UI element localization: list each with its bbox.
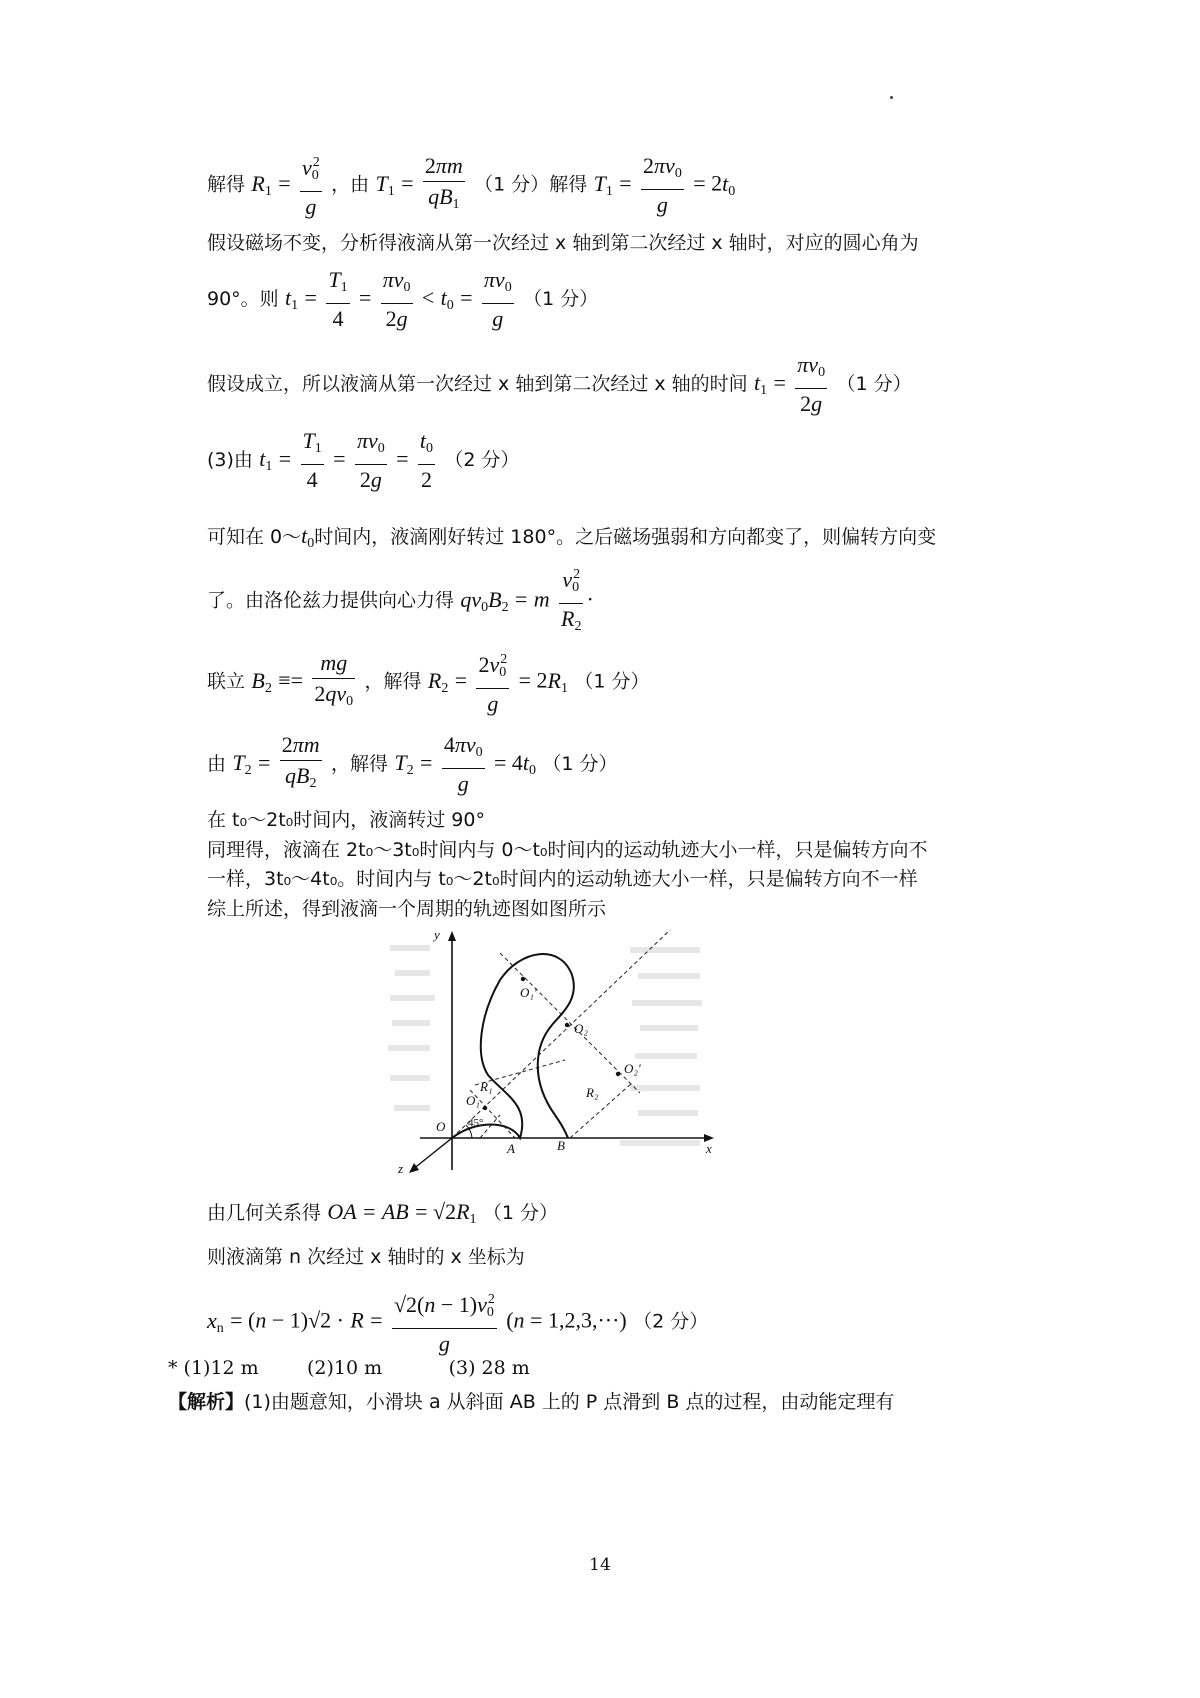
text: （1 分） [542, 753, 618, 775]
text: (1)由题意知，小滑块 a 从斜面 AB 上的 P 点滑到 B 点的过程，由动能定理有 [244, 1391, 895, 1413]
line-13: 综上所述，得到液滴一个周期的轨迹图如图所示 [207, 898, 607, 920]
line-15: 则液滴第 n 次经过 x 轴时的 x 坐标为 [207, 1246, 525, 1268]
label-o: O [436, 1119, 446, 1134]
text: （1 分） [523, 288, 599, 310]
text: ，解得 [364, 670, 422, 693]
text: 了。由洛伦兹力提供向心力得 [207, 589, 455, 612]
text: 时间内，液滴刚好转过 180°。之后磁场强弱和方向都变了，则偏转方向变 [314, 526, 937, 548]
text: （2 分） [444, 449, 520, 471]
line-2: 假设磁场不变，分析得液滴从第一次经过 x 轴到第二次经过 x 轴时，对应的圆心角为 [207, 232, 919, 254]
label-o2p: O₂' [624, 1061, 641, 1076]
text: 由 [207, 753, 227, 775]
line-8: 联立 $B_2$ ≡= $\frac{mg}{2qv_0}$ ，解得 $R_2$ = $\frac{2v_0^2}{g}$ = $2R_1$ （1 分） [207, 645, 649, 719]
z-arrow-icon [409, 1163, 419, 1173]
text: 联立 [207, 670, 246, 693]
text: 由几何关系得 [207, 1202, 322, 1224]
text: 假设成立，所以液滴从第一次经过 x 轴到第二次经过 x 轴的时间 [207, 373, 748, 395]
text: (3)由 [207, 449, 253, 471]
text: （1 分） [574, 670, 650, 693]
text: （1 分） [482, 1202, 559, 1224]
label-o1p: O₁' [520, 985, 537, 1000]
line-1: 解得 $R_1$ = $\frac{v_0^2}{g}$ ，由 $T_1$ = $\frac{2\pi m}{qB_1}$ （1 分）解得 $T_1$ = $\frac{2\pi v_0}{g}$ = $2t_0$ [207, 148, 735, 222]
y-arrow-icon [448, 931, 456, 941]
text: 解得 [207, 173, 246, 196]
line-16: $x_n = (n - 1)√2 \cdot R$ = $\frac{√2(n - 1)v_0^2}{g}$ (n = 1,2,3,···) （2 分） [207, 1285, 708, 1359]
z-axis [412, 1138, 452, 1170]
trajectory-curve [452, 954, 574, 1138]
label-r2: R₂ [586, 1085, 599, 1100]
label-o1: O₁ [466, 1093, 480, 1108]
label-y: y [434, 927, 440, 942]
label-a: A [507, 1141, 515, 1156]
line-7: 了。由洛伦兹力提供向心力得 $qv_0B_2 = m$ $\frac{v_0^2}{R_2}$ · [207, 560, 594, 642]
label-z: z [398, 1161, 404, 1176]
line-5: (3)由 $t_1$ = $\frac{T_1}{4}$ = $\frac{\pi v_0}{2g}$ = $\frac{t_0}{2}$ （2 分） [207, 428, 520, 492]
scan-dot [890, 96, 893, 99]
text: ，解得 [331, 753, 389, 775]
text: 可知在 0～ [207, 526, 302, 548]
point-o2p [616, 1072, 620, 1076]
section-label: 【解析】 [168, 1391, 245, 1413]
line-17: * (1)12 m (2)10 m (3) 28 m [168, 1357, 530, 1379]
line-3: 90°。则 $t_1$ = $\frac{T_1}{4}$ = $\frac{\pi v_0}{2g}$ < $t_0$ = $\frac{\pi v_0}{g}$ （1 分） [207, 267, 599, 331]
label-r1: R₁ [480, 1079, 493, 1094]
label-b: B [557, 1138, 565, 1153]
line-12: 一样，3t₀～4t₀。时间内与 t₀～2t₀时间内的运动轨迹大小一样，只是偏转方向不一样 [207, 868, 918, 890]
trajectory-figure [380, 925, 730, 1180]
line-4: 假设成立，所以液滴从第一次经过 x 轴到第二次经过 x 轴的时间 $t_1$ = $\frac{\pi v_0}{2g}$ （1 分） [207, 352, 912, 416]
text: 90°。则 [207, 288, 279, 310]
line-11: 同理得，液滴在 2t₀～3t₀时间内与 0～t₀时间内的运动轨迹大小一样，只是偏转方向不 [207, 839, 928, 861]
label-o2: O₂ [574, 1021, 588, 1036]
point-o1 [483, 1106, 487, 1110]
label-angle: 45° [468, 1117, 484, 1129]
text: （1 分）解得 [474, 173, 588, 196]
line-9: 由 $T_2$ = $\frac{2\pi m}{qB_2}$ ，解得 $T_2$ = $\frac{4\pi v_0}{g}$ = $4t_0$ （1 分） [207, 732, 618, 796]
text: （1 分） [836, 373, 912, 395]
text: （2 分） [633, 1310, 709, 1333]
label-x: x [706, 1141, 712, 1156]
point-o1p [521, 977, 525, 981]
text: ，由 [331, 173, 370, 196]
line-14: 由几何关系得 OA = AB = $√2R_1$ （1 分） [207, 1199, 559, 1227]
point-o2 [565, 1023, 569, 1027]
page-number: 14 [589, 1555, 611, 1575]
line-10: 在 t₀～2t₀时间内，液滴转过 90° [207, 809, 485, 831]
line-18 [168, 1387, 894, 1414]
line-6: 可知在 $0\sim t_0$时间内，液滴刚好转过 180°。之后磁场强弱和方向都变了，则偏转方向变 [207, 523, 937, 551]
background-noise [388, 945, 702, 1146]
